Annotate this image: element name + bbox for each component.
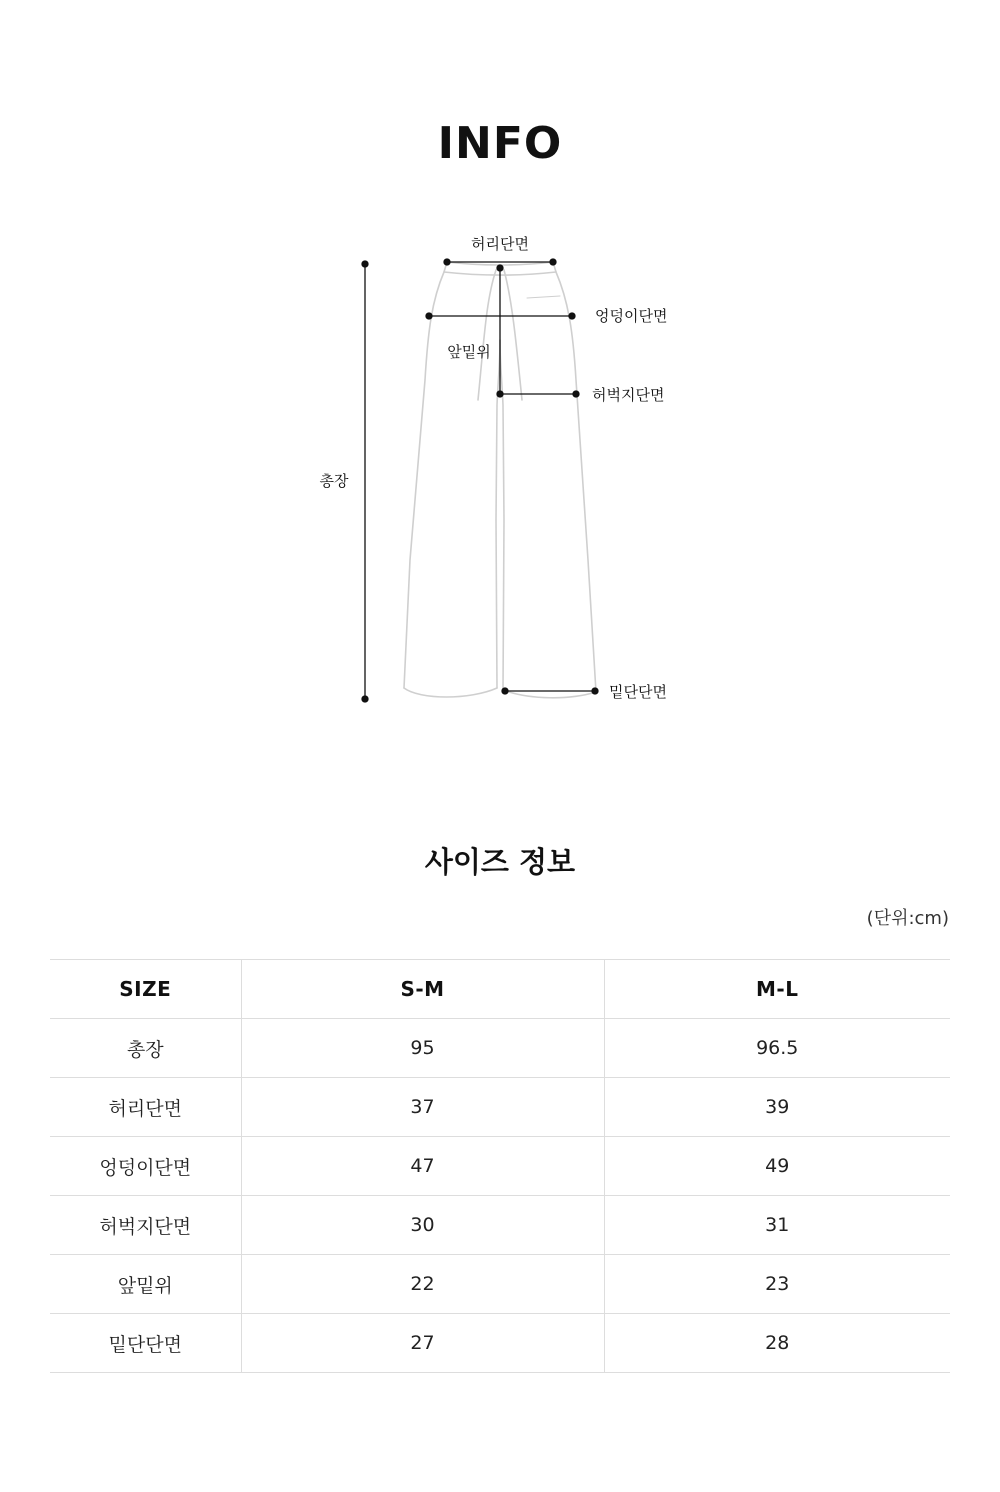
front-rise-label: 앞밑위	[447, 343, 491, 361]
cell-value: 30	[241, 1196, 604, 1255]
table-row	[50, 1255, 950, 1314]
cell-value: 96.5	[604, 1019, 950, 1078]
hem-label: 밑단단면	[609, 683, 667, 701]
measurement-lines	[362, 259, 598, 702]
table-row	[50, 1019, 950, 1078]
column-header-s-m: S-M	[241, 960, 604, 1019]
table-row	[50, 1078, 950, 1137]
thigh-label: 허벅지단면	[592, 386, 665, 404]
cell-value: 39	[604, 1078, 950, 1137]
table-row	[50, 1137, 950, 1196]
cell-value: 31	[604, 1196, 950, 1255]
cell-value: 95	[241, 1019, 604, 1078]
cell-value: 23	[604, 1255, 950, 1314]
cell-value: 49	[604, 1137, 950, 1196]
hip-label: 엉덩이단면	[595, 307, 668, 325]
table-row	[50, 1196, 950, 1255]
cell-value: 47	[241, 1137, 604, 1196]
column-header-size: SIZE	[50, 960, 241, 1019]
row-label: 총장	[50, 1019, 241, 1078]
total-length-label: 총장	[319, 472, 349, 490]
row-label: 밑단단면	[50, 1314, 241, 1373]
row-label: 앞밑위	[50, 1255, 241, 1314]
page-title: INFO	[437, 118, 563, 169]
size-info-title: 사이즈 정보	[424, 845, 576, 879]
size-table	[50, 959, 950, 1373]
unit-note: (단위:cm)	[866, 908, 949, 929]
table-row	[50, 1314, 950, 1373]
table-header-row	[50, 960, 950, 1019]
cell-value: 37	[241, 1078, 604, 1137]
row-label: 허리단면	[50, 1078, 241, 1137]
cell-value: 28	[604, 1314, 950, 1373]
waist-label: 허리단면	[471, 235, 529, 253]
row-label: 엉덩이단면	[50, 1137, 241, 1196]
cell-value: 27	[241, 1314, 604, 1373]
cell-value: 22	[241, 1255, 604, 1314]
row-label: 허벅지단면	[50, 1196, 241, 1255]
column-header-m-l: M-L	[604, 960, 950, 1019]
